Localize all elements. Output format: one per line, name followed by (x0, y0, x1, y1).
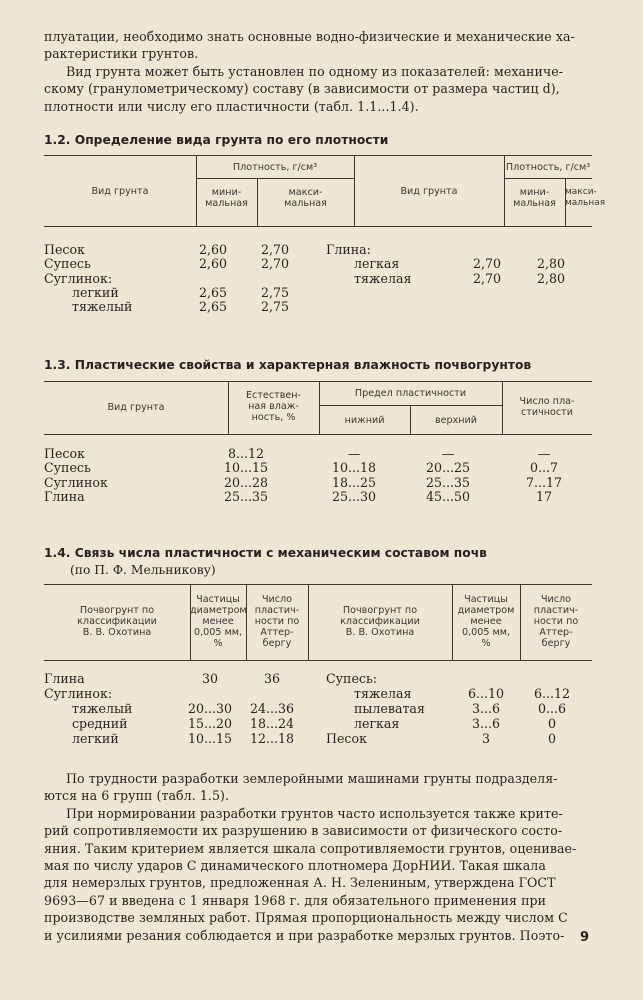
text-line: мая по числу ударов С динамического плотномера ДорНИИ. Такая шкала (44, 858, 546, 874)
text-line: 9693—67 и введена с 1 января 1968 г. для обязательного применения при (44, 892, 547, 908)
header-particles: Частицы диаметром менее 0,005 мм, % (457, 594, 515, 649)
text-line: ются на 6 групп (табл. 1.5). (44, 788, 230, 804)
header-density: Плотность, г/см³ (232, 162, 318, 173)
header-min: мини- мальная (513, 187, 556, 209)
table-row: Глина (44, 489, 85, 504)
header-lower: нижний (344, 415, 385, 426)
header-natural-moisture: Естествен- ная влаж- ность, % (246, 390, 301, 423)
cell-min: 2,60 (198, 256, 228, 271)
text-line: для немерзлых грунтов, предложенная А. Н. Зелениным, утверждена ГОСТ (44, 875, 556, 891)
text-line: яния. Таким критерием является шкала сопротивляемости грунтов, оценивае- (44, 840, 577, 856)
table-1-4-header (44, 584, 592, 661)
page-number: 9 (580, 930, 590, 945)
cell-min: 2,70 (472, 256, 502, 271)
table-row: Суглинок: (44, 686, 113, 701)
cell-index: — (537, 446, 551, 461)
table-row: Супесь (44, 256, 91, 271)
header-density: Плотность, г/см³ (505, 162, 591, 173)
text-line: скому (гранулометрическому) составу (в зависимости от размера частиц d), (44, 81, 560, 97)
table-1-4-title: 1.4. Связь числа пластичности с механическим составом почв (44, 546, 487, 560)
cell-max: 2,75 (260, 299, 290, 314)
table-row: Песок (326, 731, 367, 746)
table-row: тяжелый (72, 299, 133, 314)
header-max: макси- мальная (284, 187, 327, 209)
text-line: плуатации, необходимо знать основные водно-физические и механические ха- (44, 29, 575, 44)
table-row: легкая (354, 256, 400, 271)
table-row: средний (72, 716, 128, 731)
cell-upper: — (441, 446, 455, 461)
table-1-3-header (44, 381, 592, 435)
table-row: Суглинок (44, 475, 108, 490)
table-row: Супесь (44, 460, 91, 475)
cell-index: 24...36 (249, 701, 295, 716)
table-1-4-subtitle: (по П. Ф. Мельникову) (70, 563, 216, 577)
table-row: Песок (44, 242, 85, 257)
cell-particles: 3 (481, 731, 490, 746)
header-plasticity-index: Число пла- стичности (519, 396, 575, 418)
text-line: рактеристики грунтов. (44, 46, 199, 62)
text-line: производстве земляных работ. Прямая пропорциональность между числом С (44, 910, 568, 926)
cell-min: 2,60 (198, 242, 228, 257)
cell-particles: 20...30 (187, 701, 233, 716)
cell-particles: 6...10 (467, 686, 505, 701)
table-row: Суглинок: (44, 271, 113, 286)
header-upper: верхний (434, 415, 478, 426)
cell-min: 2,65 (198, 285, 228, 300)
text-line: По трудности разработки землеройными машинами грунты подразделя- (66, 771, 558, 786)
cell-index: 0 (547, 716, 556, 731)
text-line: и усилиями резания соблюдается и при разработке мерзлых грунтов. Поэто- (44, 927, 565, 943)
cell-particles: 10...15 (187, 731, 233, 746)
cell-min: 2,70 (472, 271, 502, 286)
cell-moisture: 25...35 (223, 489, 269, 504)
header-soil-class: Почвогрунт по классификации В. В. Охотина (340, 605, 420, 638)
text-line: плотности или числу его пластичности (табл. 1.1...1.4). (44, 98, 419, 114)
header-atterberg-index: Число пластич- ности по Аттер- бергу (254, 594, 300, 649)
cell-index: 6...12 (533, 686, 571, 701)
cell-particles: 30 (201, 671, 219, 686)
table-1-2-header (44, 155, 606, 227)
cell-index: 18...24 (249, 716, 295, 731)
header-plastic-limit: Предел пластичности (354, 388, 467, 399)
table-row: Супесь: (326, 671, 378, 686)
cell-min: 2,65 (198, 299, 228, 314)
cell-moisture: 8...12 (227, 446, 265, 461)
cell-particles: 3...6 (471, 716, 501, 731)
table-row: Глина (44, 671, 85, 686)
cell-max: 2,80 (536, 271, 566, 286)
cell-moisture: 10...15 (223, 460, 269, 475)
cell-lower: 25...30 (331, 489, 377, 504)
table-1-2-title: 1.2. Определение вида грунта по его плотности (44, 133, 389, 147)
table-1-3-title: 1.3. Пластические свойства и характерная влажность почвогрунтов (44, 358, 532, 372)
cell-index: 12...18 (249, 731, 295, 746)
table-row: тяжелая (354, 271, 412, 286)
cell-max: 2,70 (260, 242, 290, 257)
header-min: мини- мальная (205, 187, 248, 209)
cell-upper: 25...35 (425, 475, 471, 490)
cell-index: 0...7 (529, 460, 559, 475)
text-line: Вид грунта может быть установлен по одному из показателей: механиче- (66, 63, 564, 79)
table-row: пылеватая (354, 701, 425, 716)
table-row: легкий (72, 285, 119, 300)
header-soil-type: Вид грунта (400, 186, 458, 197)
cell-max: 2,70 (260, 256, 290, 271)
header-soil-class: Почвогрунт по классификации В. В. Охотина (77, 605, 157, 638)
table-row: Песок (44, 446, 85, 461)
table-row: легкий (72, 731, 119, 746)
cell-index: 36 (263, 671, 281, 686)
header-soil-type: Вид грунта (107, 402, 165, 413)
cell-max: 2,80 (536, 256, 566, 271)
cell-particles: 15...20 (187, 716, 233, 731)
header-max: макси- мальная (565, 187, 606, 208)
cell-index: 17 (535, 489, 553, 504)
cell-lower: — (347, 446, 361, 461)
cell-max: 2,75 (260, 285, 290, 300)
header-soil-type: Вид грунта (91, 186, 149, 197)
closing-paragraph (44, 770, 592, 944)
cell-index: 7...17 (525, 475, 563, 490)
cell-upper: 20...25 (425, 460, 471, 475)
cell-index: 0 (547, 731, 556, 746)
cell-particles: 3...6 (471, 701, 501, 716)
table-row: тяжелый (72, 701, 133, 716)
table-row: легкая (354, 716, 400, 731)
cell-moisture: 20...28 (223, 475, 269, 490)
header-particles: Частицы диаметром менее 0,005 мм, % (190, 594, 247, 649)
table-row: тяжелая (354, 686, 412, 701)
header-atterberg-index: Число пластич- ности по Аттер- бергу (533, 594, 579, 649)
cell-lower: 18...25 (331, 475, 377, 490)
cell-index: 0...6 (537, 701, 567, 716)
cell-upper: 45...50 (425, 489, 471, 504)
cell-lower: 10...18 (331, 460, 377, 475)
text-line: При нормировании разработки грунтов часто используется также крите- (66, 805, 563, 821)
intro-paragraph (44, 28, 592, 115)
table-row: Глина: (326, 242, 371, 257)
text-line: рий сопротивляемости их разрушению в зависимости от физического состо- (44, 823, 563, 839)
